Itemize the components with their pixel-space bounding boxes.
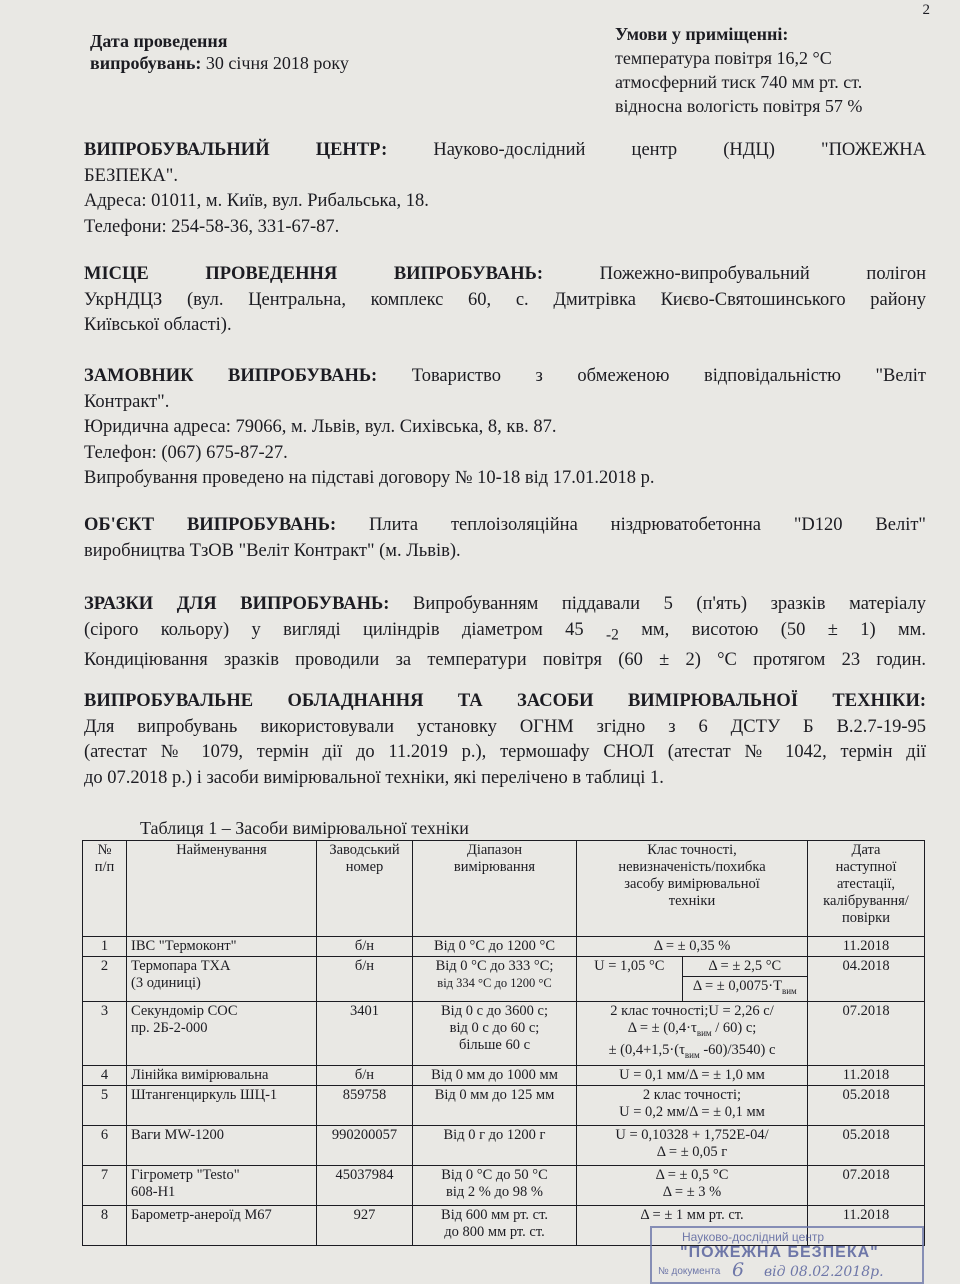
- instrument-name: Ваги MW-1200: [127, 1125, 317, 1165]
- equipment-section: [84, 689, 926, 791]
- row-number: 6: [83, 1125, 127, 1165]
- page-number: 2: [922, 2, 930, 18]
- stamp-doc-number: 6: [732, 1259, 745, 1281]
- col-header-number: № п/п: [83, 841, 127, 937]
- room-pressure: атмосферний тиск 740 мм рт. ст.: [615, 72, 863, 92]
- next-date: 07.2018: [808, 1001, 925, 1065]
- instruments-table: [82, 840, 925, 1246]
- table-row: [83, 957, 925, 1002]
- instrument-name: Барометр-анероїд М67: [127, 1205, 317, 1245]
- customer-legal-address: Юридична адреса: 79066, м. Львів, вул. Сихівська, 8, кв. 87.: [84, 417, 557, 437]
- registration-stamp: [650, 1226, 924, 1284]
- accuracy-error-low: Δ = ± 2,5 °С: [708, 958, 782, 974]
- test-date-value: 30 січня 2018 року: [205, 53, 349, 73]
- samples-tolerance: -2: [606, 626, 619, 644]
- room-humidity: відносна вологість повітря 57 %: [615, 96, 863, 116]
- test-date-label-2: випробувань:: [90, 53, 202, 73]
- accuracy: Δ = ± 0,35 %: [577, 937, 808, 957]
- next-date: 11.2018: [808, 937, 925, 957]
- col-header-next-date: Дата наступної атестації, калібрування/ повірки: [808, 841, 925, 937]
- row-number: 3: [83, 1001, 127, 1065]
- test-center-name: Науково-дослідний центр (НДЦ) "ПОЖЕЖНА: [433, 140, 926, 160]
- table-row: [83, 1125, 925, 1165]
- table-caption: Таблиця 1 – Засоби вимірювальної техніки: [140, 818, 469, 838]
- measurement-range: Від 0 мм до 125 мм: [413, 1085, 577, 1125]
- measurement-range: Від 0 °С до 1200 °С: [413, 937, 577, 957]
- accuracy-error-high: Δ = ± $0,0075\cdot T_{вим}$: [682, 977, 807, 1001]
- accuracy: U = 0,1 мм/Δ = ± 1,0 мм: [577, 1065, 808, 1085]
- stamp-line-2: "ПОЖЕЖНА БЕЗПЕКА": [680, 1244, 879, 1261]
- measurement-range: Від 0 г до 1200 г: [413, 1125, 577, 1165]
- row-number: 5: [83, 1085, 127, 1125]
- measurement-range: Від 0 °С до 333 °С; від 334 °С до 1200 °С: [413, 957, 577, 1002]
- test-site-heading: МІСЦЕ ПРОВЕДЕННЯ ВИПРОБУВАНЬ:: [84, 264, 543, 284]
- measurement-range: Від 0 с до 3600 с; від 0 с до 60 с; більше 60 с: [413, 1001, 577, 1065]
- stamp-doc-label: № документа: [658, 1266, 721, 1277]
- next-date: 05.2018: [808, 1125, 925, 1165]
- measurement-range: Від 600 мм рт. ст. до 800 мм рт. ст.: [413, 1205, 577, 1245]
- serial-number: 990200057: [317, 1125, 413, 1165]
- equipment-line-1: Для випробувань використовували установку ОГНМ згідно з 6 ДСТУ Б В.2.7-19-95: [84, 716, 926, 737]
- instrument-name: Лінійка вимірювальна: [127, 1065, 317, 1085]
- room-temperature: температура повітря 16,2 °С: [615, 48, 832, 68]
- customer-section: [84, 364, 926, 492]
- test-site-line-1: Пожежно-випробувальний полігон: [599, 264, 926, 284]
- table-row: [83, 1085, 925, 1125]
- next-date: 11.2018: [808, 1065, 925, 1085]
- instrument-name: Секундомір СОС пр. 2Б-2-000: [127, 1001, 317, 1065]
- equipment-heading: ВИПРОБУВАЛЬНЕ ОБЛАДНАННЯ ТА ЗАСОБИ ВИМІРЮВАЛЬНОЇ ТЕХНІКИ:: [84, 691, 926, 711]
- test-center-phones: Телефони: 254-58-36, 331-67-87.: [84, 216, 340, 237]
- samples-line-2b: мм, висотою (50 ± 1) мм.: [641, 619, 927, 640]
- col-header-range: Діапазон вимірювання: [413, 841, 577, 937]
- row-number: 1: [83, 937, 127, 957]
- row-number: 2: [83, 957, 127, 1002]
- test-site-line-2: УкрНДЦЗ (вул. Центральна, комплекс 60, с. Дмитрівка Києво-Святошинського району: [84, 289, 926, 310]
- customer-phone: Телефон: (067) 675-87-27.: [84, 442, 288, 463]
- accuracy: Δ = ± 0,5 °С Δ = ± 3 %: [577, 1165, 808, 1205]
- test-object-heading: ОБ'ЄКТ ВИПРОБУВАНЬ:: [84, 515, 337, 535]
- samples-line-2a: (сірого кольору) у вигляді циліндрів діаметром 45: [84, 619, 584, 640]
- row-number: 8: [83, 1205, 127, 1245]
- customer-heading: ЗАМОВНИК ВИПРОБУВАНЬ:: [84, 366, 378, 386]
- accuracy-uncertainty: U = 1,05 °С: [577, 957, 682, 1001]
- serial-number: 859758: [317, 1085, 413, 1125]
- stamp-line-1: Науково-дослідний центр: [682, 1230, 825, 1244]
- equipment-line-3: до 07.2018 р.) і засоби вимірювальної техніки, які перелічено в таблиці 1.: [84, 767, 664, 788]
- col-header-accuracy: Клас точності, невизначеність/похибка засобу вимірювальної техніки: [577, 841, 808, 937]
- test-center-address: Адреса: 01011, м. Київ, вул. Рибальська, 18.: [84, 191, 429, 211]
- accuracy: U = 0,10328 + 1,752E-04/ Δ = ± 0,05 г: [577, 1125, 808, 1165]
- instrument-name: Штангенциркуль ШЦ-1: [127, 1085, 317, 1125]
- test-center-heading: ВИПРОБУВАЛЬНИЙ ЦЕНТР:: [84, 140, 388, 160]
- next-date: 05.2018: [808, 1085, 925, 1125]
- table-row: [83, 937, 925, 957]
- accuracy: Δ = ± 1 мм рт. ст.: [577, 1205, 808, 1245]
- samples-section: [84, 592, 926, 673]
- serial-number: б/н: [317, 957, 413, 1002]
- measurement-range: Від 0 мм до 1000 мм: [413, 1065, 577, 1085]
- table-header-row: [83, 841, 925, 937]
- accuracy: 2 клас точності;U = 2,26 с/ Δ = ± $(0,4\cdot\tau_{вим} / 60)$ с; ± ($0,4+1,5\cdot(\tau_{вим}$ -60)/3540) с: [577, 1001, 808, 1065]
- serial-number: 3401: [317, 1001, 413, 1065]
- serial-number: 927: [317, 1205, 413, 1245]
- instrument-name: Гігрометр "Testo" 608-Н1: [127, 1165, 317, 1205]
- row-number: 7: [83, 1165, 127, 1205]
- col-header-name: Найменування: [127, 841, 317, 937]
- instrument-name: ІВС "Термоконт": [127, 937, 317, 957]
- samples-line-3: Кондиціювання зразків проводили за температури повітря (60 ± 2) °С протягом 23 годин.: [84, 649, 926, 670]
- samples-heading: ЗРАЗКИ ДЛЯ ВИПРОБУВАНЬ:: [84, 594, 390, 614]
- table-row: [83, 1065, 925, 1085]
- serial-number: 45037984: [317, 1165, 413, 1205]
- test-site-line-3: Київської області).: [84, 315, 232, 335]
- next-date: 04.2018: [808, 957, 925, 1002]
- test-date-block: [90, 30, 349, 74]
- serial-number: б/н: [317, 937, 413, 957]
- test-site-section: [84, 262, 926, 339]
- measurement-range: Від 0 °С до 50 °С від 2 % до 98 %: [413, 1165, 577, 1205]
- next-date: 07.2018: [808, 1165, 925, 1205]
- customer-contract: Випробування проведено на підставі договору № 10-18 від 17.01.2018 р.: [84, 468, 655, 488]
- next-date: 11.2018: [808, 1205, 925, 1245]
- room-conditions-heading: Умови у приміщенні:: [615, 24, 789, 44]
- test-center-name-2: БЕЗПЕКА".: [84, 165, 178, 186]
- samples-line-1: Випробуванням піддавали 5 (п'ять) зразків матеріалу: [413, 594, 926, 614]
- stamp-doc-date: від 08.02.2018р.: [764, 1264, 884, 1280]
- customer-line-2: Контракт".: [84, 391, 170, 412]
- test-object-line-1: Плита теплоізоляційна ніздрюватобетонна "D120 Веліт": [369, 515, 926, 535]
- row-number: 4: [83, 1065, 127, 1085]
- room-conditions-block: [615, 22, 862, 118]
- accuracy: [577, 957, 808, 1002]
- test-center-section: [84, 138, 926, 240]
- serial-number: б/н: [317, 1065, 413, 1085]
- equipment-line-2: (атестат № 1079, термін дії до 11.2019 р.), термошафу СНОЛ (атестат № 1042, термін дії: [84, 742, 926, 762]
- table-row: [83, 1165, 925, 1205]
- instrument-name: Термопара ТХА (3 одиниці): [127, 957, 317, 1002]
- test-date-label: Дата проведення: [90, 31, 228, 51]
- test-object-section: [84, 513, 926, 564]
- test-object-line-2: виробництва ТзОВ "Веліт Контракт" (м. Львів).: [84, 540, 461, 561]
- accuracy: 2 клас точності; U = 0,2 мм/Δ = ± 0,1 мм: [577, 1085, 808, 1125]
- col-header-serial: Заводський номер: [317, 841, 413, 937]
- customer-line-1: Товариство з обмеженою відповідальністю "Веліт: [411, 366, 927, 386]
- table-row: [83, 1001, 925, 1065]
